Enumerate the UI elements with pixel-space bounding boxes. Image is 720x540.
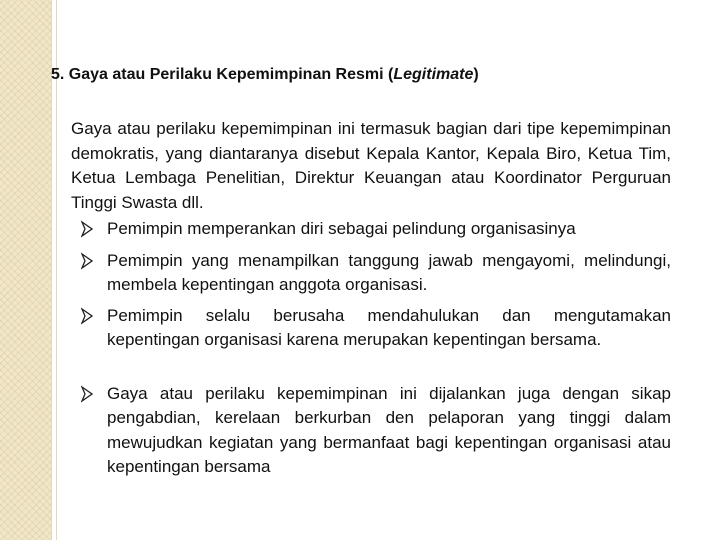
decorative-side-band (0, 0, 51, 540)
bullet-text: Gaya atau perilaku kepemimpinan ini dijalankan juga dengan sikap pengabdian, kerelaan berkurban den pelaporan yang tinggi dalam mewujudkan kegiatan yang bermanfaat bagi kepentingan organisasi atau kepentingan bersama (107, 384, 671, 476)
title-emphasis: Legitimate (393, 66, 474, 83)
title-prefix: 5. Gaya atau Perilaku Kepemimpinan Resmi ( (51, 66, 394, 83)
slide-title (51, 64, 691, 86)
bullet-text: Pemimpin memperankan diri sebagai pelindung organisasinya (107, 219, 576, 238)
arrowhead-bullet-icon (81, 252, 93, 270)
intro-paragraph: Gaya atau perilaku kepemimpinan ini termasuk bagian dari tipe kepemimpinan demokratis, yang diantaranya disebut Kepala Kantor, Kepala Biro, Ketua Tim, Ketua Lembaga Penelitian, Direktur Keuangan atau Koordinator Perguruan Tinggi Swasta dll. (71, 119, 671, 213)
bullet-text: Pemimpin selalu berusaha mendahulukan dan mengutamakan kepentingan organisasi karena merupakan kepentingan bersama. (107, 306, 671, 350)
title-suffix: ) (473, 66, 479, 83)
arrowhead-bullet-icon (81, 385, 93, 403)
arrowhead-bullet-icon (81, 220, 93, 238)
arrowhead-bullet-icon (81, 307, 93, 325)
bullet-text: Pemimpin yang menampilkan tanggung jawab mengayomi, melindungi, membela kepentingan anggota organisasi. (107, 251, 671, 295)
